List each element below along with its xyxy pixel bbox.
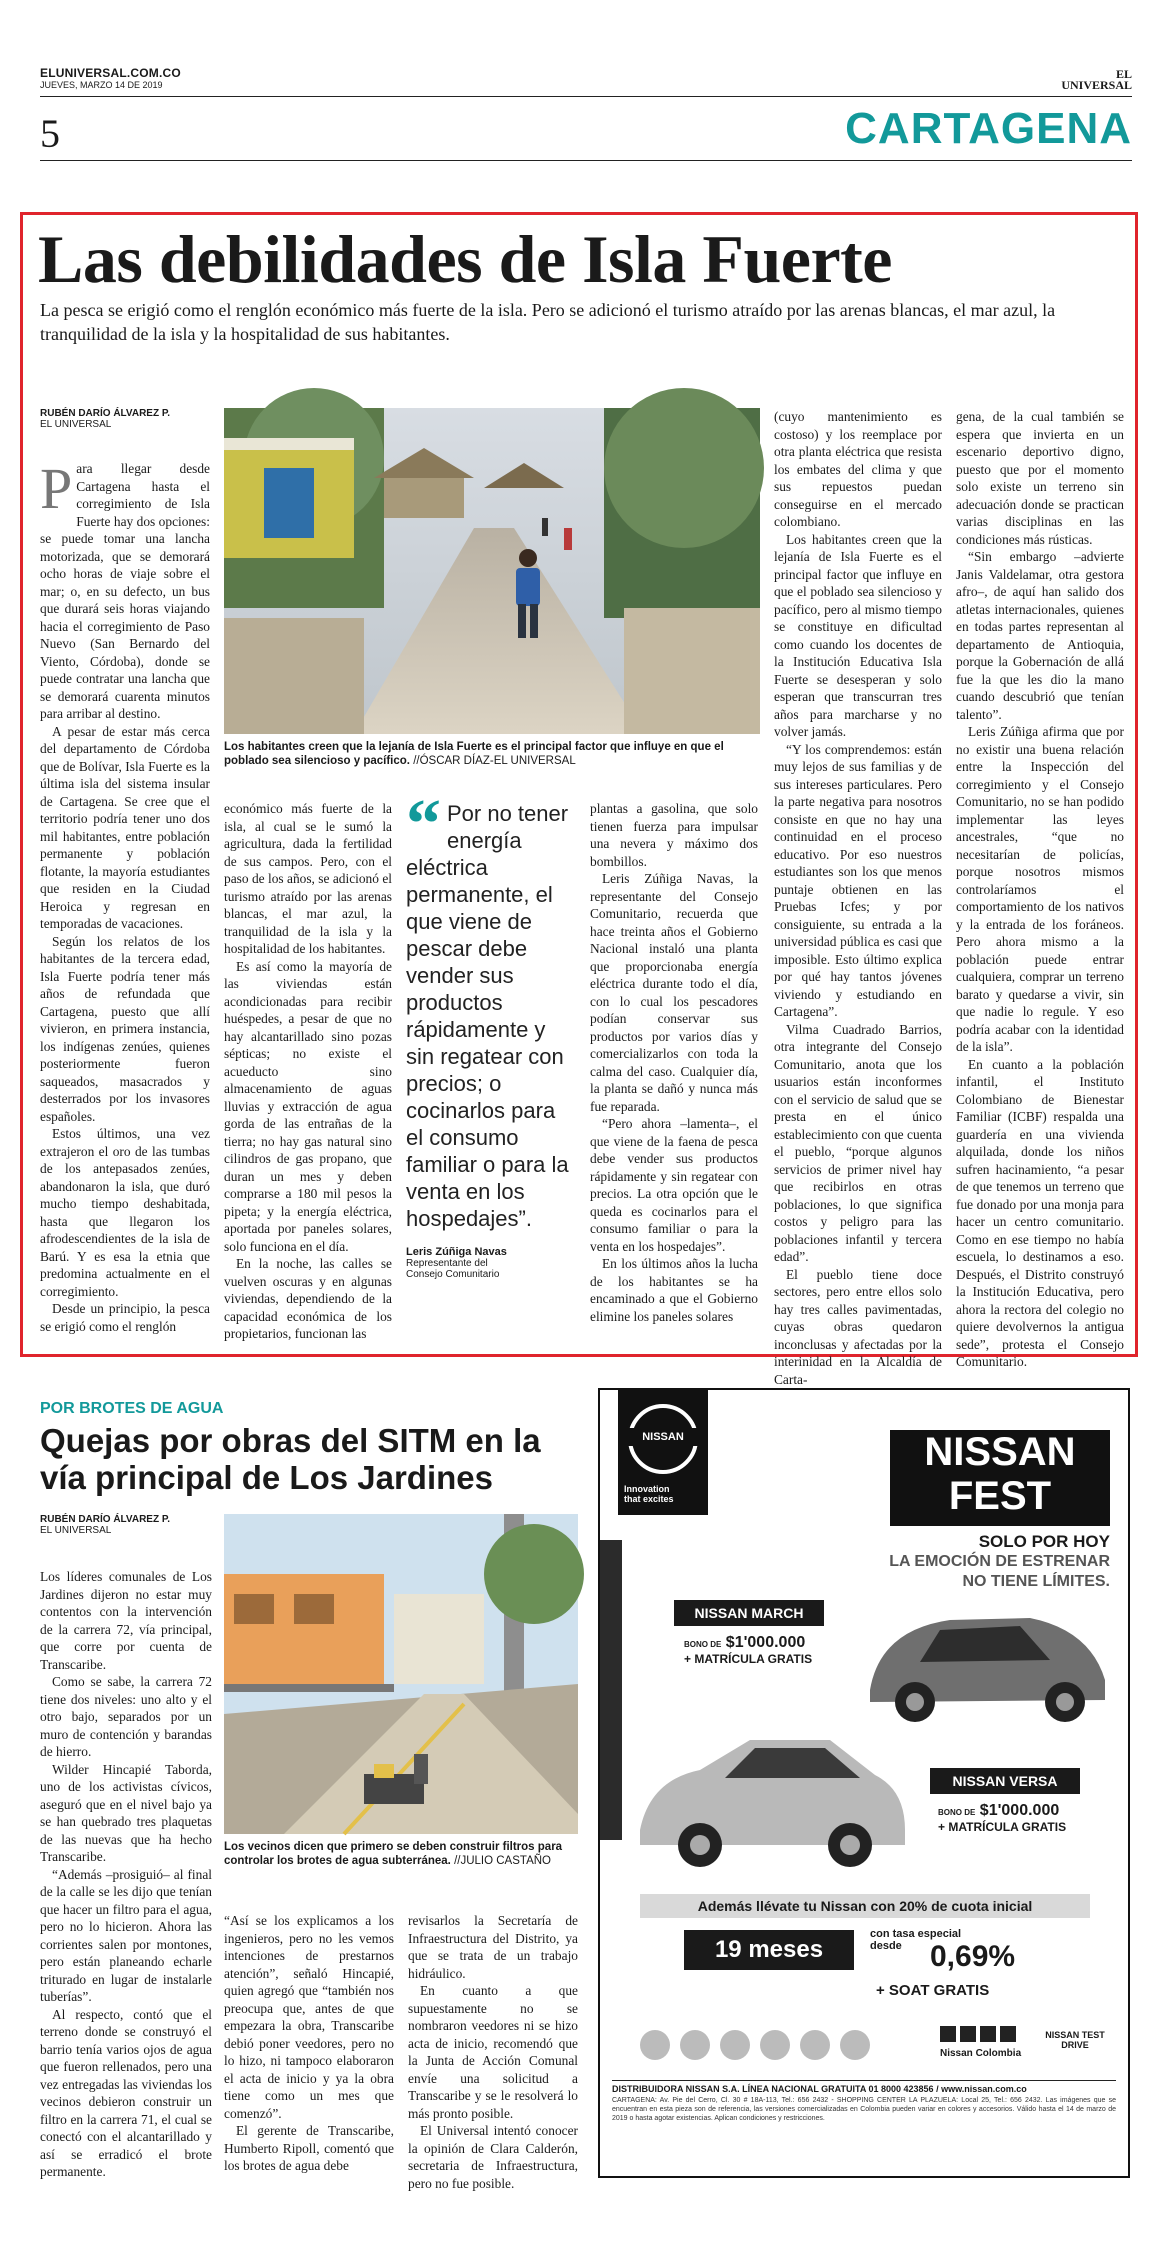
article2-photo-caption [224,1840,578,1868]
photo-village-road [224,408,760,734]
partner-icon [800,2030,830,2060]
article-lead: La pesca se erigió como el renglón económico más fuerte de la isla. Pero se adicionó el turismo atraído por las arenas blancas, el mar azul, la tranquilidad de la isla y la hospitalidad de sus habitantes. [40,300,1056,344]
test-drive-badge: NISSAN TEST DRIVE [1045,2030,1105,2050]
paragraph: Leris Zúñiga afirma que por no existir una buena relación entre la Inspección del corregimiento y el Consejo Comunitario, no se han podido implementar las leyes ancestrales, “que no necesitarían de policías, porque nosotros mismos controlaríamos el comportamiento de los nativos y la entrada de los foráneos. Pero ahora mismo a la población puede entrar cualquiera, comprar un terreno barato y quedarse a vivir, sin que nadie lo regule. Y eso podría acabar con la identidad de la isla”. [956,724,1124,1054]
paragraph: Estos últimos, una vez extrajeron el oro de las tumbas de los antepasados zenúes, abandonaron la isla, que duró mucho tiempo deshabitada, hasta que llegaron los afrodescendientes de la isla de Barú. Y es esa la etnia que predomina actualmente en el corregimiento. [40,1126,210,1299]
article2-column-1 [40,1568,212,2188]
article2-photo[interactable] [224,1514,578,1834]
ad-fine-print: CARTAGENA: Av. Pie del Cerro, Cl. 30 # 18A-113, Tel.: 656 2432 - SHOPPING CENTER LA PLAZUELA: Local 25, Tel.: 656 2432. Las imágenes que se encuentran en esta pieza son de referencia, las versiones comercializadas en Colombia pueden variar en colores y accesorios. Válido hasta el 14 de marzo de 2019 o hasta agotar existencias. Aplican condiciones y restricciones. [612,2097,1116,2122]
article-column-1 [40,456,210,1340]
photo-credit: //ÓSCAR DÍAZ-EL UNIVERSAL [413,755,576,767]
partner-icon [840,2030,870,2060]
financing-offer: Además llévate tu Nissan con 20% de cuota inicial [640,1894,1090,1918]
paragraph: “Así se los explicamos a los ingenieros, pero no les vemos intenciones de prestarnos atención”, señaló Hincapié, quien agregó que “también nos preocupa que, antes de que empezara la obra, Transcaribe debió poner veedores, pero no lo hizo, ni tampoco elaboraron el acta de inicio y ya la obra tiene como un mes que comenzó”. [224,1913,394,2121]
nissan-logo-block [618,1390,708,1515]
versa-bono: BONO DE $1'000.000 + MATRÍCULA GRATIS [938,1802,1067,1834]
twitter-icon[interactable] [960,2026,976,2042]
distributor-line: DISTRIBUIDORA NISSAN S.A. LÍNEA NACIONAL GRATUITA 01 8000 423856 / www.nissan.com.co [612,2080,1116,2094]
paragraph: plantas a gasolina, que solo tienen fuerza para impulsar una nevera y máximo dos bombillos. [590,801,758,869]
soat-offer: + SOAT GRATIS [876,1982,990,1999]
article2-column-2 [224,1912,394,2192]
quote-mark-icon: “ [406,786,441,863]
paragraph: Al respecto, contó que el terreno donde se construyó el barrio tenía varios ojos de agua que fueron rellenados, pero una vez entregadas las viviendas los vecinos debieron construir un filtro en la carrera 71, el cual se conectó con el alcantarillado y así se erradicó el brote permanente. [40,2006,212,2179]
article-column-2 [224,800,392,1340]
paragraph: gena, de la cual también se espera que invierta en un escenario deportivo digno, puesto que por el momento solo existe un terreno sin adecuación donde se practican varias disciplinas en las condiciones más rústicas. [956,409,1124,547]
paragraph: En cuanto a la población infantil, el Instituto Colombiano de Bienestar Familiar (ICBF) respalda una guardería en una vivienda alquilada, donde los niños sufren hacinamiento, “a pesar de que tenemos un terreno que fue donado por una monja para hacer un centro comunitario. Como en ese tiempo no había escuela, lo destinamos a eso. Después, el Distrito construyó la Institución Educativa, pero ahora la rectora del colegio no quiere devolvernos la antigua sede”, protesta el Consejo Comunitario. [956,1056,1124,1369]
social-handle: Nissan Colombia [940,2048,1022,2059]
author-outlet: EL UNIVERSAL [40,419,112,430]
paragraph: (cuyo mantenimiento es costoso) y los reemplace por otra planta eléctrica que resista los embates del clima y que sus repuestos puedan conseguirse en el mercado colombiano. [774,409,942,529]
paragraph: “Además –prosiguió– al final de la calle se les dijo que tenían que hacer un filtro para el agua, pero no lo hicieron. Ahora las corrientes salen por montones, pero están planeando echarle triturado en lugar de instalarle tuberías”. [40,1866,212,2004]
article2-column-3 [408,1912,578,2192]
quote-role: Representante del [406,1258,488,1269]
article2-title: Quejas por obras del SITM en la vía principal de Los Jardines [40,1422,541,1496]
partner-icon [760,2030,790,2060]
paragraph: Vilma Cuadrado Barrios, otra integrante del Consejo Comunitario, anota que los usuarios están inconformes con el servicio de salud que se presta en el único establecimiento con que cuenta el pueblo, “porque algunos servicios de primer nivel hay que recibirlos en otras poblaciones, lo que significa costos y peligro para las poblaciones infantil y tercera edad”. [774,1021,942,1264]
author-outlet: EL UNIVERSAL [40,1525,112,1536]
ad-side-stripe [600,1540,622,1840]
paragraph: Wilder Hincapié Taborda, uno de los activistas cívicos, aseguró que en el nivel bajo ya se han quebrado tres plaquetas de las nuevas que ha hecho Transcaribe. [40,1761,212,1864]
article-column-4 [590,800,758,1340]
rate-label: con tasa especial desde [870,1928,962,1952]
section-title: CARTAGENA [845,104,1132,153]
article-column-5 [774,408,942,1387]
paragraph: Leris Zúñiga Navas, la representante del Consejo Comunitario, recuerda que hace treinta años el Gobierno Nacional instaló una planta que proporcionaba energía eléctrica durante todo el día, con lo cual los pescadores podían conservar sus productos por varios días y comercializarlos con toda la calma del caso. Cualquier día, la planta se dañó y nunca más fue reparada. [590,871,758,1114]
paragraph: El gerente de Transcaribe, Humberto Ripoll, comentó que los brotes de agua debe [224,2123,394,2173]
drop-cap: P [40,456,73,521]
partner-icon [720,2030,750,2060]
months-badge: 19 meses [684,1930,854,1970]
site-name[interactable]: ELUNIVERSAL.COM.CO [40,66,181,80]
page-number: 5 [40,111,60,156]
paragraph: Desde un principio, la pesca se erigió como el renglón [40,1301,210,1334]
paragraph: En los últimos años la lucha de los habitantes se ha encaminado a que el Gobierno elimine los paneles solares [590,1256,758,1324]
quote-role: Consejo Comunitario [406,1269,500,1280]
partner-icon [640,2030,670,2060]
masthead [40,66,1132,97]
partner-icon [680,2030,710,2060]
rate-value: 0,69% [930,1940,1016,1973]
quote-body: “ Por no tener energía eléctrica permanente, el que viene de pescar debe vender sus productos rápidamente y sin regatear con precios; o cocinarlos para el consumo familiar o para la venta en los hospedajes”. [406,786,569,1231]
instagram-icon[interactable] [1000,2026,1016,2042]
brand-line1: EL [1115,67,1132,81]
youtube-icon[interactable] [980,2026,996,2042]
logo-tagline: Innovation that excites [624,1484,674,1504]
car-versa-image [630,1720,910,1870]
paragraph: El pueblo tiene doce sectores, pero entre ellos solo hay tres calles pavimentadas, cuyas obras quedaron inconclusas y afectadas por la interinidad en la Alcaldía de Carta- [774,1266,942,1387]
car-march-image [850,1590,1120,1730]
facebook-icon[interactable] [940,2026,956,2042]
issue-date: JUEVES, MARZO 14 DE 2019 [40,80,163,90]
paragraph: Para llegar desde Cartagena hasta el corregimiento de Isla Fuerte hay dos opciones: se puede tomar una lancha motorizada, que se demorará ocho horas de viaje sobre el mar; o, en su defecto, un bus que durará seis horas viajando hacia el corregimiento de Paso Nuevo (San Bernardo del Viento, Córdoba), donde se puede contratar una lancha que se demorará cuarenta minutos para arribar al destino. [40,456,210,721]
nissan-advertisement[interactable] [598,1388,1130,2178]
paragraph: Los habitantes creen que la lejanía de Isla Fuerte es el principal factor que influye en que el poblado sea silencioso y pacífico, pero al mismo tiempo se constituye en dificultad como cuando los docentes de la Institución Educativa Isla Fuerte se desesperan y solo esperan que transcurran tres años para marcharse y no volver jamás. [774,531,942,739]
social-icons [940,2026,1016,2042]
paragraph: económico más fuerte de la isla, al cual se le sumó la agricultura, dada la fertilidad de sus campos. Pero, con el paso de los años, se adicionó el turismo atraído por las arenas blancas, el mar azul, la tranquilidad de la isla y la hospitalidad de los habitantes. [224,801,392,956]
article2-byline [40,1514,210,1536]
paragraph: “Y los comprendemos: están muy lejos de sus familias y de sus intereses particulares. Pero la parte negativa para nosotros consiste en que no hay una continuidad en el proceso educativo. Por eso nuestros estudiantes son los que menos puntaje obtienen en las Pruebas Icfes; y por consiguiente, su entrada a la universidad pública es casi que imposible. Esto último explica por qué hay tantos jóvenes viviendo y estudiando en Cartagena”. [774,741,942,1019]
pull-quote [406,786,576,1280]
article-title: Las debilidades de Isla Fuerte [38,221,892,297]
paragraph: revisarlos la Secretaría de Infraestructura del Distrito, ya que se trata de un trabajo hidráulico. [408,1913,578,1981]
partner-logos [640,2030,940,2060]
paragraph: Según los relatos de los habitantes de la tercera edad, Isla Fuerte podría tener más años de refundada que Cartagena, puesto que allí vivieron, en primera instancia, los indígenas zenúes, quienes posteriormente fueron saqueados, masacrados y desterrados por los invasores españoles. [40,933,210,1124]
paragraph: Como se sabe, la carrera 72 tiene dos niveles: uno alto y el otro bajo, separados por un muro de contención y barandas de hierro. [40,1674,212,1759]
photo-road-works [224,1514,578,1834]
caption-text: Los vecinos dicen que primero se deben construir filtros para controlar los brotes de agua subterránea. [224,1841,563,1867]
ad-headline: NISSAN FEST [924,1430,1076,1518]
paragraph: “Pero ahora –lamenta–, el que viene de la faena de pesca debe vender sus productos rápidamente y sin regatear con precios. La otra opción que le queda es cocinarlos para el consumo familiar o para la venta en los hospedajes”. [590,1116,758,1254]
paragraph: “Sin embargo –advierte Janis Valdelamar, otra gestora afro–, de aquí han salido dos atletas internacionales, quienes en todas partes representan al departamento de Antioquia, porque la Gobernación de allá fue la que les dio la mano cuando descubrió que tenían talento”. [956,549,1124,722]
logo-wordmark: NISSAN [624,1428,702,1446]
photo-credit: //JULIO CASTAÑO [454,1855,551,1867]
model-label-versa: NISSAN VERSA [930,1768,1080,1794]
paragraph: Los líderes comunales de Los Jardines dijeron no estar muy contentos con la intervención de la carrera 72, vía principal, que corre por cuenta de Transcaribe. [40,1569,212,1672]
article-column-6 [956,408,1124,1369]
paragraph: En la noche, las calles se vuelven oscuras y en algunas viviendas, dependiendo de la capacidad económica de los propietarios, funcionan las [224,1256,392,1341]
ad-subheadline: SOLO POR HOY LA EMOCIÓN DE ESTRENAR NO TIENE LÍMITES. [889,1532,1110,1590]
paragraph: A pesar de estar más cerca del departamento de Córdoba que de Bolívar, Isla Fuerte es la última isla del sistema insular de Cartagena. Se cree que el territorio podría tener uno dos mil habitantes, entre población permanente y población flotante, la mayoría estudiantes que residen en la Ciudad Heroica y regresan en temporadas de vacaciones. [40,723,210,931]
march-bono: BONO DE $1'000.000 + MATRÍCULA GRATIS [684,1634,813,1666]
paragraph: En cuanto a que supuestamente no se nombraron veedores ni se hizo acta de inicio, recomendó que la Junta de Acción Comunal envíe una solicitud a Transcaribe y se le resolverá lo más pronto posible. [408,1983,578,2121]
article2-kicker: POR BROTES DE AGUA [40,1400,224,1417]
brand-line2: UNIVERSAL [1061,78,1132,92]
byline [40,408,210,430]
paragraph: Es así como la mayoría de las viviendas están acondicionadas para recibir huéspedes, a pesar de que no hay alcantarillado sino pozas sépticas; no existe el acueducto sino almacenamiento de aguas lluvias y extracción de agua gorda de las entrañas de la tierra; no hay gas natural sino cilindros de gas propano, que duran un mes y deben comprarse a 180 mil pesos la pipeta; y la energía eléctrica, aportada por paneles solares, solo funciona en el día. [224,958,392,1254]
section-divider [40,160,1132,161]
paragraph: El Universal intentó conocer la opinión de Clara Calderón, secretaria de Infraestructura, pero no fue posible. [408,2123,578,2191]
model-label-march: NISSAN MARCH [674,1600,824,1626]
brand-logo [1061,69,1132,91]
quote-author: Leris Zúñiga Navas [406,1246,507,1258]
author-name: RUBÉN DARÍO ÁLVAREZ P. [40,408,171,419]
article-photo[interactable] [224,408,760,734]
caption-text: Los habitantes creen que la lejanía de Isla Fuerte es el principal factor que influye en que el poblado sea silencioso y pacífico. [224,741,724,767]
author-name: RUBÉN DARÍO ÁLVAREZ P. [40,1514,171,1525]
photo-caption [224,740,760,768]
